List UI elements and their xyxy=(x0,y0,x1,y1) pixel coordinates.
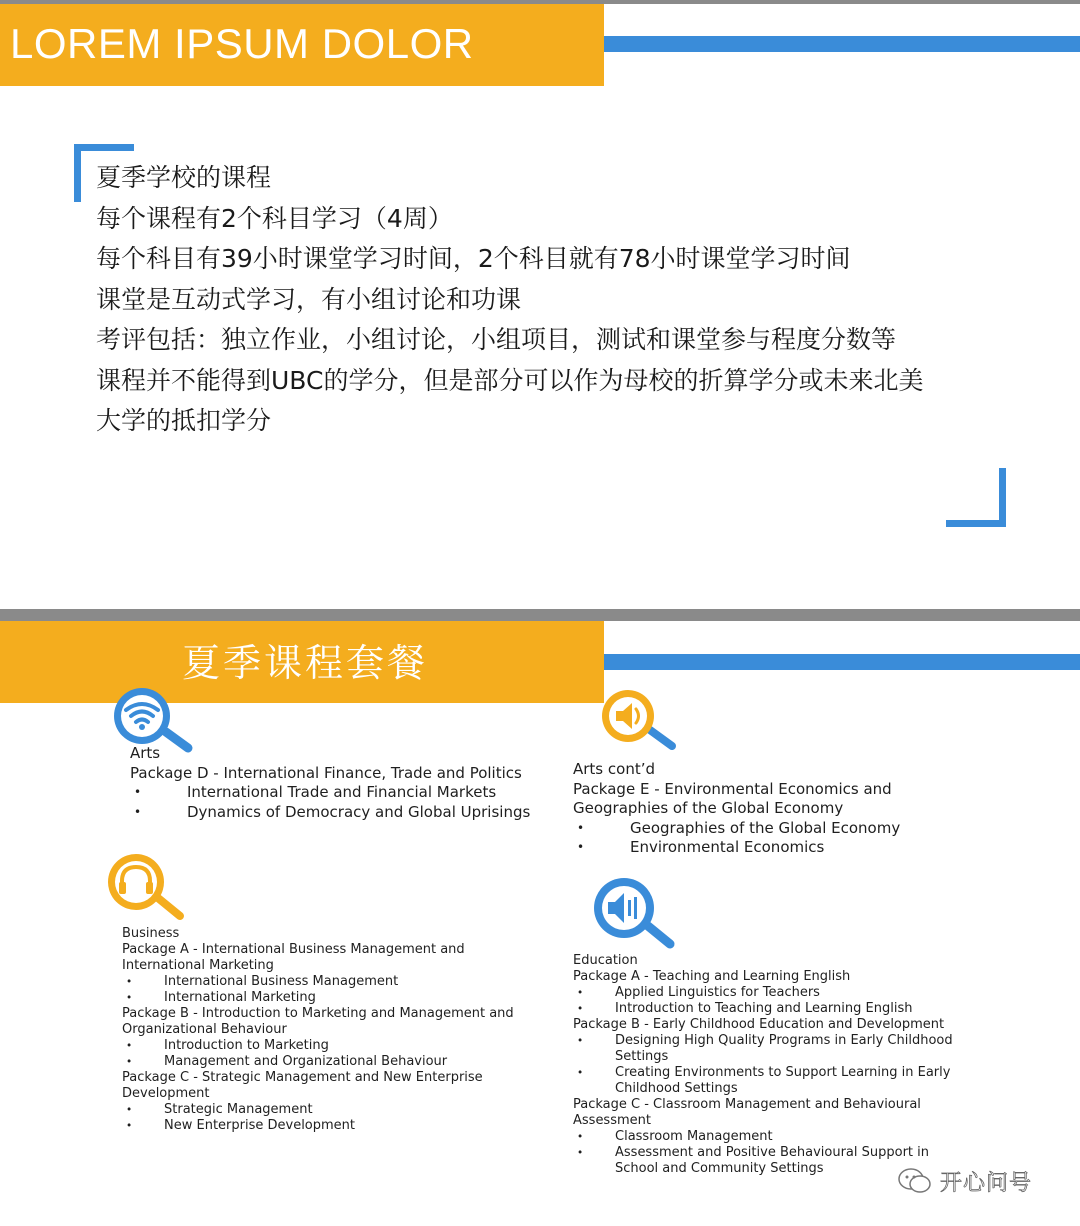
slide-title: 夏季课程套餐 xyxy=(182,641,429,685)
bullet-item: • Dynamics of Democracy and Global Uprisings xyxy=(130,803,530,823)
corner-bracket-bottom-right xyxy=(946,520,1006,527)
bullet-item: • Assessment and Positive Behavioural Support in xyxy=(573,1145,953,1161)
intro-line: 夏季学校的课程 xyxy=(96,163,272,192)
intro-line: 考评包括：独立作业，小组讨论，小组项目，测试和课堂参与程度分数等 xyxy=(96,325,897,354)
corner-bracket-bottom-right-vertical xyxy=(999,468,1006,527)
package-line: Geographies of the Global Economy xyxy=(573,799,844,818)
bullet-item: • Geographies of the Global Economy xyxy=(573,819,900,839)
volume-magnifier-icon xyxy=(584,876,680,952)
bullet-item: • Classroom Management xyxy=(573,1129,953,1145)
package-line: Assessment xyxy=(573,1113,651,1128)
corner-bracket-top-left xyxy=(74,144,134,151)
bullet-item: • New Enterprise Development xyxy=(122,1118,514,1134)
package-line: Package C - Strategic Management and New Enterprise xyxy=(122,1070,483,1085)
brand-watermark xyxy=(898,1166,1032,1196)
package-line: Package A - International Business Management and xyxy=(122,942,465,957)
intro-line: 大学的抵扣学分 xyxy=(96,406,272,435)
package-line: Education xyxy=(573,953,638,968)
intro-line: 课堂是互动式学习，有小组讨论和功课 xyxy=(96,284,522,314)
intro-text xyxy=(96,158,996,442)
bullet-item: • Creating Environments to Support Learning in Early xyxy=(573,1065,953,1081)
package-line: Development xyxy=(122,1086,210,1101)
bullet-item: • Strategic Management xyxy=(122,1102,514,1118)
business-package-block xyxy=(122,926,514,1134)
slide-divider xyxy=(0,609,1080,621)
bullet-item: • International Business Management xyxy=(122,974,514,990)
accent-strip xyxy=(604,654,1080,670)
bullet-item: • International Trade and Financial Markets xyxy=(130,783,530,803)
bullet-continuation: School and Community Settings xyxy=(615,1161,824,1176)
package-line: Arts xyxy=(130,744,161,762)
headphones-magnifier-icon xyxy=(102,852,188,924)
package-line: Business xyxy=(122,926,180,941)
package-line: Arts cont’d xyxy=(573,760,655,778)
intro-line: 每个科目有39小时课堂学习时间，2个科目就有78小时课堂学习时间 xyxy=(96,244,851,273)
package-line: International Marketing xyxy=(122,958,274,973)
package-line: Package B - Introduction to Marketing and Management and xyxy=(122,1006,514,1021)
arts-contd-package-block xyxy=(573,760,900,858)
package-line: Organizational Behaviour xyxy=(122,1022,287,1037)
corner-bracket-top-left-vertical xyxy=(74,144,81,202)
bullet-continuation: Settings xyxy=(615,1049,669,1064)
brand-name: 开心问号 xyxy=(940,1170,1033,1196)
intro-line: 课程并不能得到UBC的学分，但是部分可以作为母校的折算学分或未来北美 xyxy=(96,365,924,395)
bullet-item: • Management and Organizational Behaviour xyxy=(122,1054,514,1070)
package-line: Package B - Early Childhood Education and Development xyxy=(573,1017,945,1032)
bullet-continuation: Childhood Settings xyxy=(615,1081,738,1096)
bullet-item: • International Marketing xyxy=(122,990,514,1006)
package-line: Package E - Environmental Economics and xyxy=(573,779,892,798)
speaker-magnifier-icon xyxy=(594,688,680,754)
bullet-item: • Applied Linguistics for Teachers xyxy=(573,985,953,1001)
bullet-item: • Environmental Economics xyxy=(573,838,900,858)
package-line: Package C - Classroom Management and Behavioural xyxy=(573,1097,921,1112)
package-line: Package A - Teaching and Learning English xyxy=(573,969,851,984)
bullet-item: • Designing High Quality Programs in Early Childhood xyxy=(573,1033,953,1049)
bullet-item: • Introduction to Teaching and Learning English xyxy=(573,1001,953,1017)
intro-line: 每个课程有2个科目学习（4周） xyxy=(96,203,453,233)
wechat-icon xyxy=(898,1167,932,1195)
package-line: Package D - International Finance, Trade and Politics xyxy=(130,763,522,782)
arts-package-block xyxy=(130,744,530,822)
accent-strip xyxy=(604,36,1080,52)
bullet-item: • Introduction to Marketing xyxy=(122,1038,514,1054)
education-package-block xyxy=(573,953,953,1177)
slide-title: LOREM IPSUM DOLOR xyxy=(10,20,474,67)
